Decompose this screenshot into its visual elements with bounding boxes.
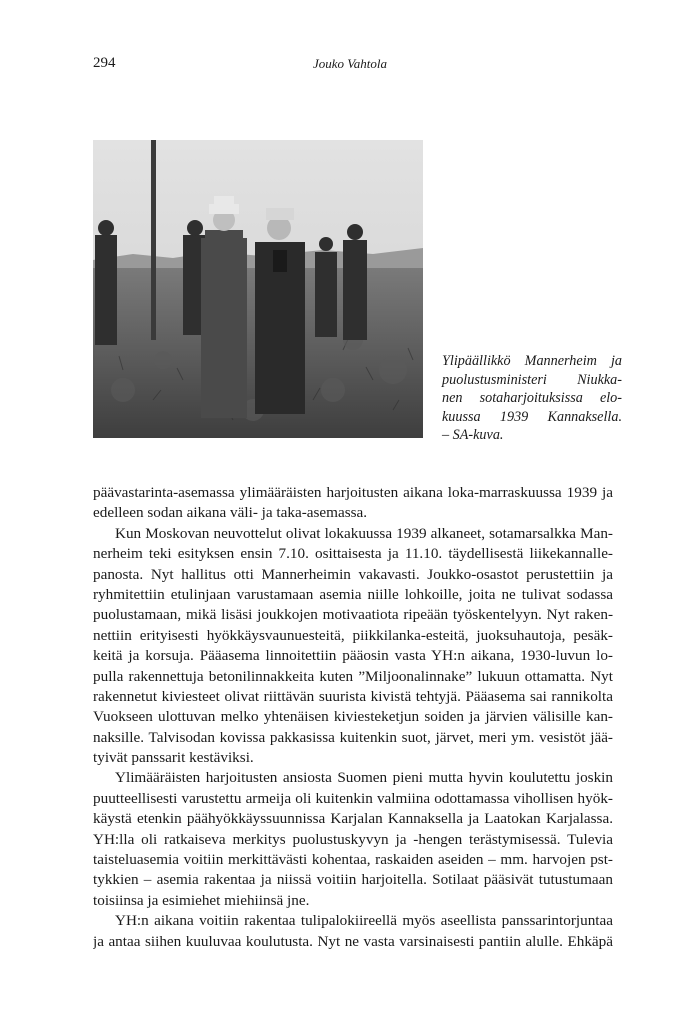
text-line: puutteellisesti varustettu armeija oli kuitenkin valmiina odottamassa vihollisen hyök- [93,789,613,807]
text-line: käystä etenkin päähyökkäyssuunnissa Karjalan Kannaksella ja Laatokan Karjalassa. [93,810,613,828]
text-line: Vuokseen ulottuvan melko yhtenäisen kiviesteketjun soiden ja järvien välisille kan- [93,708,613,726]
archival-photo [93,140,423,438]
text-line: toisiinsa ja esimiehet miehiinsä jne. [93,891,310,909]
text-line: panosta. Nyt hallitus otti Mannerheimin vakavasti. Joukko-osastot perustettiin ja [93,565,613,583]
caption-line: – SA-kuva. [442,427,504,443]
caption-line: kuussa 1939 Kannaksella. [442,408,622,425]
text-line: ryhmitettiin etulinjaan varustamaan asemia niille lohkoille, joita ne tulivat sodassa [93,585,613,603]
text-line: pulla rakennettuja betonilinnakkeita kuten ”Miljoonalinnake” lukuun ottamatta. Nyt [93,667,613,685]
body-text [93,483,613,952]
text-line: Kun Moskovan neuvottelut olivat lokakuussa 1939 alkaneet, sotamarsalkka Man- [115,524,613,542]
page-number: 294 [93,55,116,71]
figure-caption [442,352,622,445]
text-line: tykkien – asemia rakentaa ja niissä voitiin harjoitella. Sotilaat pääsivät tutustumaan [93,871,613,889]
text-line: YH:lla oli ratkaiseva merkitys puolustuskyvyn ja -hengen terästymisessä. Tulevia [93,830,613,848]
text-line: tyivät panssarit kestäviksi. [93,749,254,767]
text-line: päävastarinta-asemassa ylimääräisten harjoitusten aikana loka-marraskuussa 1939 ja [93,484,613,501]
text-line: YH:n aikana voitiin rakentaa tulipalokiireellä myös aseellista panssarintorjuntaa [115,912,613,930]
text-line: keitä ja korsuja. Pääasema linnoitettiin pääosin vasta YH:n aikana, 1930-luvun lo- [93,647,613,665]
text-line: rakennetut kiviesteet olivat riittävän suurista kivistä tehtyjä. Pääasema sai rannikolta [93,687,613,705]
text-line: nerheim teki esityksen ensin 7.10. osittaisesta ja 11.10. täydellisestä liikekannalle- [93,545,613,563]
caption-line: Ylipäällikkö Mannerheim ja [442,353,622,369]
text-line: naksille. Talvisodan kovissa pakkasissa kuitenkin suot, järvet, meri ym. vesistöt jää- [93,728,613,746]
caption-line: nen sotaharjoituksissa elo- [442,390,622,406]
text-line: puolustamaan, mikä lisäsi joukkojen motivaatiota ripeään työskentelyyn. Nyt raken- [93,606,613,624]
text-line: ja antaa siihen kuuluvaa koulutusta. Nyt ne vasta varsinaisesti pantiin alulle. Ehkäpä [93,932,613,950]
text-line: nettiin erityisesti hyökkäysvaunuesteitä, piikkilanka-esteitä, juoksuhautoja, pesäk- [93,626,613,644]
text-line: edelleen sodan aikana väli- ja taka-asemassa. [93,504,368,522]
text-line: taisteluasemia voitiin merkittävästi kohentaa, raskaiden aseiden – mm. harvojen pst- [93,851,613,869]
text-line: Ylimääräisten harjoitusten ansiosta Suomen pieni mutta hyvin koulutettu joskin [115,769,613,787]
running-head-author: Jouko Vahtola [312,56,387,71]
caption-line: puolustusministeri Niukka- [442,371,622,388]
